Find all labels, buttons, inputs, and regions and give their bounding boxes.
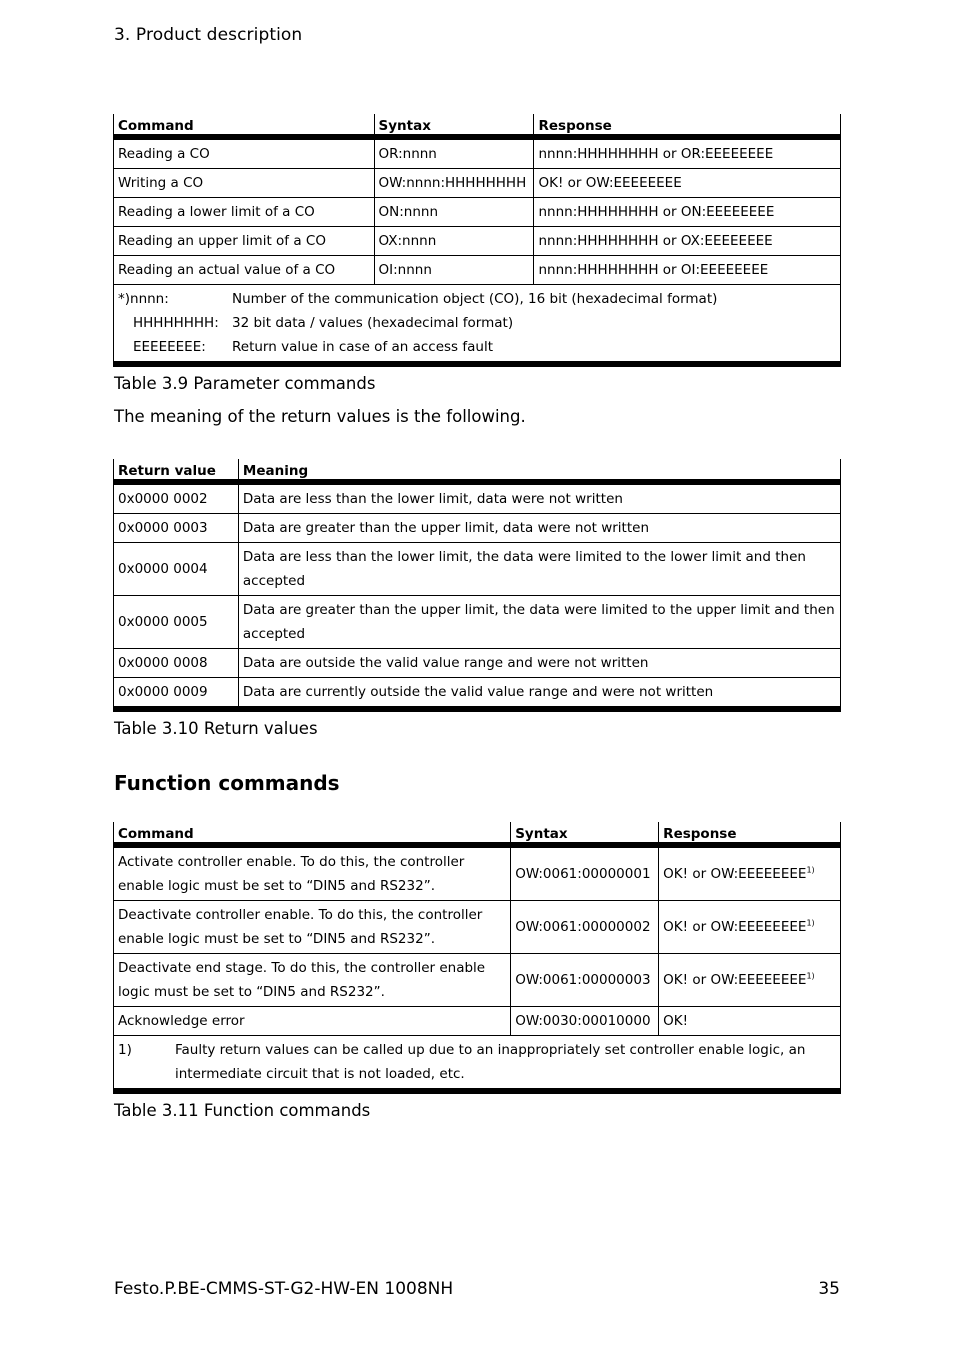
- response-text: OK!: [663, 1013, 689, 1029]
- table-row: [114, 256, 841, 285]
- response-text: OK! or OW:EEEEEEEE: [663, 972, 807, 988]
- response-cell: [659, 954, 841, 1007]
- meaning-cell: Data are less than the lower limit, the data were limited to the lower limit and then accepted: [238, 543, 840, 596]
- table-row: [114, 169, 841, 198]
- command-cell: Deactivate end stage. To do this, the controller enable logic must be set to “DIN5 and RS232”.: [114, 954, 511, 1007]
- syntax-cell: OX:nnnn: [374, 227, 534, 256]
- function-commands-table: [113, 822, 841, 1094]
- syntax-cell: OW:0061:00000003: [511, 954, 659, 1007]
- section-title: Function commands: [114, 771, 340, 795]
- command-cell: Writing a CO: [114, 169, 375, 198]
- meaning-cell: Data are greater than the upper limit, the data were limited to the upper limit and then accepted: [238, 596, 840, 649]
- table-notes-row: [114, 1036, 841, 1092]
- table-header-row: [114, 114, 841, 137]
- return-value-cell: 0x0000 0002: [114, 482, 239, 514]
- table-row: [114, 678, 841, 710]
- note-text: Faulty return values can be called up due to an inappropriately set controller enable logic, an intermediate circuit that is not loaded, etc.: [175, 1042, 806, 1082]
- table-row: [114, 514, 841, 543]
- command-cell: Reading an upper limit of a CO: [114, 227, 375, 256]
- column-header: Command: [114, 114, 375, 137]
- column-header: Syntax: [511, 822, 659, 845]
- table-caption: Table 3.10 Return values: [114, 719, 318, 738]
- table-row: [114, 954, 841, 1007]
- table-notes-row: [114, 285, 841, 365]
- response-cell: nnnn:HHHHHHHH or OI:EEEEEEEE: [534, 256, 841, 285]
- table-row: [114, 649, 841, 678]
- table-row: [114, 1007, 841, 1036]
- meaning-cell: Data are outside the valid value range and were not written: [238, 649, 840, 678]
- return-value-cell: 0x0000 0003: [114, 514, 239, 543]
- command-cell: Deactivate controller enable. To do this, the controller enable logic must be set to “DIN5 and RS232”.: [114, 901, 511, 954]
- syntax-cell: OW:nnnn:HHHHHHHH: [374, 169, 534, 198]
- meaning-cell: Data are greater than the upper limit, data were not written: [238, 514, 840, 543]
- note-symbol: HHHHHHHH:: [133, 315, 219, 331]
- command-cell: Reading a lower limit of a CO: [114, 198, 375, 227]
- page-header: 3. Product description: [114, 25, 303, 45]
- footnote-ref: 1): [806, 865, 815, 875]
- column-header: Syntax: [374, 114, 534, 137]
- response-cell: [659, 845, 841, 901]
- column-header: Return value: [114, 459, 239, 482]
- return-value-cell: 0x0000 0008: [114, 649, 239, 678]
- note-symbol: EEEEEEEE:: [133, 339, 206, 355]
- command-cell: Activate controller enable. To do this, the controller enable logic must be set to “DIN5 and RS232”.: [114, 845, 511, 901]
- note-text: Number of the communication object (CO), 16 bit (hexadecimal format): [232, 291, 718, 307]
- footnote-ref: 1): [806, 971, 815, 981]
- response-cell: [659, 901, 841, 954]
- column-header: Response: [534, 114, 841, 137]
- syntax-cell: OR:nnnn: [374, 137, 534, 169]
- column-header: Meaning: [238, 459, 840, 482]
- response-cell: nnnn:HHHHHHHH or ON:EEEEEEEE: [534, 198, 841, 227]
- note-text: 32 bit data / values (hexadecimal format): [232, 315, 514, 331]
- response-text: OK! or OW:EEEEEEEE: [663, 919, 807, 935]
- note-text: Return value in case of an access fault: [232, 339, 494, 355]
- table-row: [114, 901, 841, 954]
- page-number: 35: [818, 1279, 840, 1299]
- note-symbol: 1): [118, 1042, 132, 1058]
- command-cell: Reading a CO: [114, 137, 375, 169]
- table-row: [114, 198, 841, 227]
- meaning-cell: Data are less than the lower limit, data were not written: [238, 482, 840, 514]
- meaning-cell: Data are currently outside the valid value range and were not written: [238, 678, 840, 710]
- table-notes: [114, 285, 841, 365]
- table-row: [114, 596, 841, 649]
- note-symbol: *)nnnn:: [118, 291, 169, 307]
- table-header-row: [114, 459, 841, 482]
- document-id: Festo.P.BE-CMMS-ST-G2-HW-EN 1008NH: [114, 1279, 454, 1299]
- intro-text: The meaning of the return values is the following.: [114, 407, 526, 426]
- syntax-cell: ON:nnnn: [374, 198, 534, 227]
- parameter-commands-table: [113, 114, 841, 367]
- column-header: Response: [659, 822, 841, 845]
- footnote-ref: 1): [806, 918, 815, 928]
- response-cell: nnnn:HHHHHHHH or OX:EEEEEEEE: [534, 227, 841, 256]
- return-value-cell: 0x0000 0004: [114, 543, 239, 596]
- return-value-cell: 0x0000 0009: [114, 678, 239, 710]
- table-caption: Table 3.9 Parameter commands: [114, 374, 376, 393]
- return-values-table: [113, 459, 841, 712]
- table-row: [114, 845, 841, 901]
- command-cell: Reading an actual value of a CO: [114, 256, 375, 285]
- response-text: OK! or OW:EEEEEEEE: [663, 866, 807, 882]
- response-cell: OK! or OW:EEEEEEEE: [534, 169, 841, 198]
- return-value-cell: 0x0000 0005: [114, 596, 239, 649]
- response-cell: nnnn:HHHHHHHH or OR:EEEEEEEE: [534, 137, 841, 169]
- response-cell: [659, 1007, 841, 1036]
- syntax-cell: OW:0061:00000002: [511, 901, 659, 954]
- command-cell: Acknowledge error: [114, 1007, 511, 1036]
- column-header: Command: [114, 822, 511, 845]
- table-row: [114, 543, 841, 596]
- syntax-cell: OW:0030:00010000: [511, 1007, 659, 1036]
- table-notes: [114, 1036, 841, 1092]
- table-row: [114, 137, 841, 169]
- table-header-row: [114, 822, 841, 845]
- table-row: [114, 227, 841, 256]
- syntax-cell: OW:0061:00000001: [511, 845, 659, 901]
- table-caption: Table 3.11 Function commands: [114, 1101, 371, 1120]
- syntax-cell: OI:nnnn: [374, 256, 534, 285]
- table-row: [114, 482, 841, 514]
